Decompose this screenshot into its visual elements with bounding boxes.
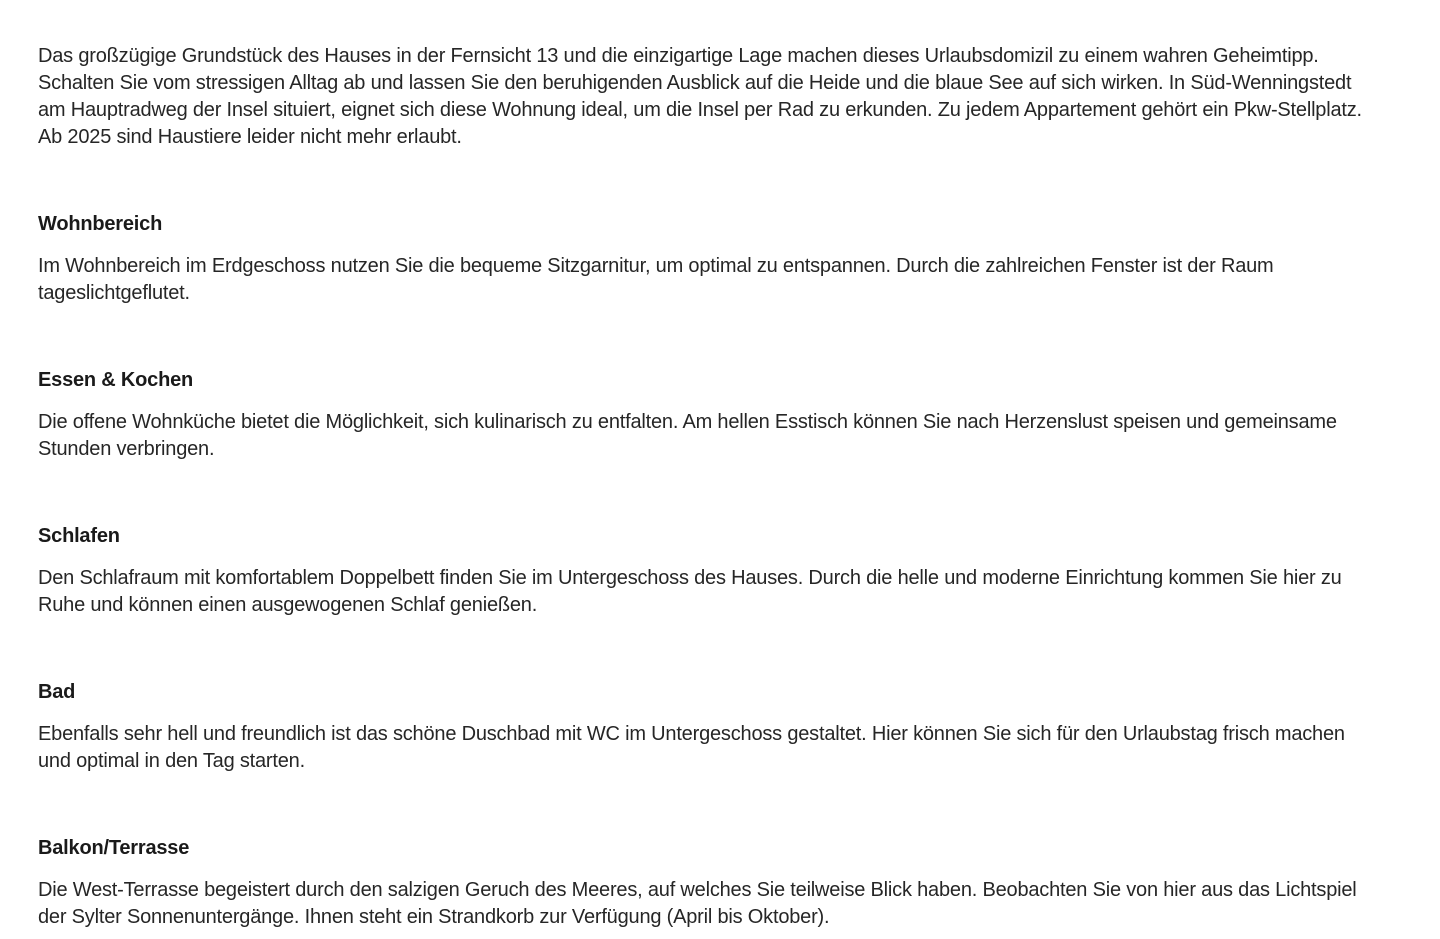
section-balkon-terrasse	[38, 835, 1376, 931]
section-heading-essen-kochen: Essen & Kochen	[38, 369, 194, 391]
section-paragraph-essen-kochen: Die offene Wohnküche bietet die Möglichkeit, sich kulinarisch zu entfalten. Am hellen Esstisch können Sie nach Herzenslust speisen und gemeinsame Stunden verbringen.	[38, 411, 1337, 460]
section-schlafen	[38, 523, 1376, 619]
section-essen-kochen	[38, 367, 1376, 463]
section-paragraph-balkon-terrasse: Die West-Terrasse begeistert durch den salzigen Geruch des Meeres, auf welches Sie teilweise Blick haben. Beobachten Sie von hier aus das Lichtspiel der Sylter Sonnenuntergänge. Ihnen steht ein Strandkorb zur Verfügung (April bis Oktober).	[38, 879, 1357, 928]
section-wohnbereich	[38, 211, 1376, 307]
section-bad	[38, 679, 1376, 775]
section-heading-schlafen: Schlafen	[38, 525, 120, 547]
section-paragraph-schlafen: Den Schlafraum mit komfortablem Doppelbett finden Sie im Untergeschoss des Hauses. Durch die helle und moderne Einrichtung kommen Sie hier zu Ruhe und können einen ausgewogenen Schlaf genießen.	[38, 567, 1342, 616]
section-paragraph-bad: Ebenfalls sehr hell und freundlich ist das schöne Duschbad mit WC im Untergeschoss gestaltet. Hier können Sie sich für den Urlaubstag frisch machen und optimal in den Tag starten.	[38, 723, 1345, 772]
section-heading-bad: Bad	[38, 681, 76, 703]
section-heading-wohnbereich: Wohnbereich	[38, 213, 163, 235]
section-heading-balkon-terrasse: Balkon/Terrasse	[38, 837, 190, 859]
intro-paragraph: Das großzügige Grundstück des Hauses in der Fernsicht 13 und die einzigartige Lage machen dieses Urlaubsdomizil zu einem wahren Geheimtipp. Schalten Sie vom stressigen Alltag ab und lassen Sie den beruhigenden Ausblick auf die Heide und die blaue See auf sich wirken. In Süd-Wenningstedt am Hauptradweg der Insel situiert, eignet sich diese Wohnung ideal, um die Insel per Rad zu erkunden. Zu jedem Appartement gehört ein Pkw-Stellplatz. Ab 2025 sind Haustiere leider nicht mehr erlaubt.	[38, 45, 1362, 148]
section-paragraph-wohnbereich: Im Wohnbereich im Erdgeschoss nutzen Sie die bequeme Sitzgarnitur, um optimal zu entspannen. Durch die zahlreichen Fenster ist der Raum tageslichtgeflutet.	[38, 255, 1274, 304]
